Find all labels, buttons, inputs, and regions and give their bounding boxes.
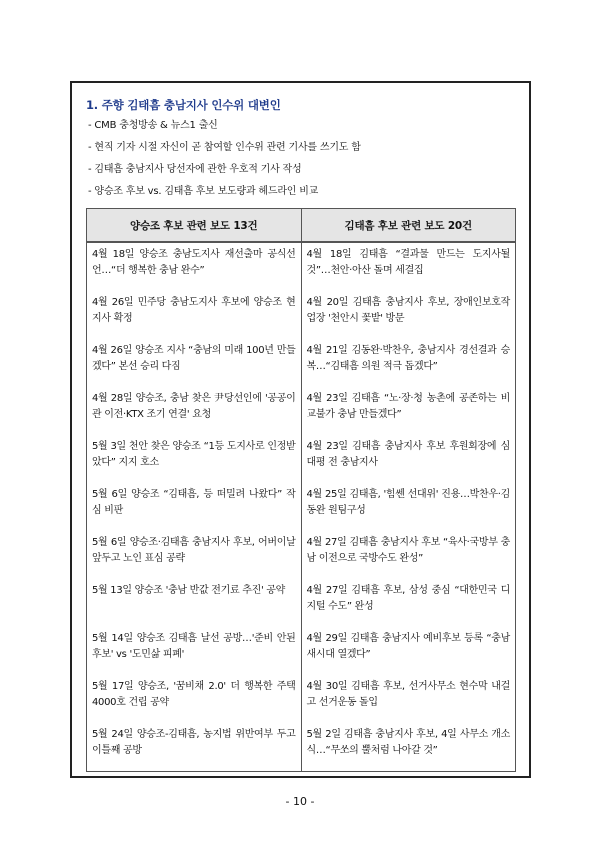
table-header-row	[87, 209, 516, 243]
bullet-item: - 김태흠 충남지사 당선자에 관한 우호적 기사 작성	[88, 164, 302, 175]
table-cell: 5월 6일 양승조 “김태흠, 등 떠밀려 나왔다” 작심 비판	[87, 483, 302, 531]
table-cell: 4월 18일 김태흠 “결과물 만드는 도지사될 것”…천안·아산 돌며 세결집	[301, 242, 516, 291]
table-row	[87, 435, 516, 483]
table-cell: 5월 6일 양승조·김태흠 충남지사 후보, 어버이날 앞두고 노인 표심 공략	[87, 531, 302, 579]
column-header-yang: 양승조 후보 관련 보도 13건	[87, 209, 302, 243]
table-cell: 4월 28일 양승조, 충남 찾은 尹당선인에 '공공이관 이전·KTX 조기 연결' 요청	[87, 387, 302, 435]
table-cell: 4월 27일 김태흠 후보, 삼성 중심 “대한민국 디지털 수도” 완성	[301, 579, 516, 627]
bullet-item: - CMB 충청방송 & 뉴스1 출신	[88, 120, 218, 131]
comparison-table	[86, 208, 516, 772]
table-row	[87, 242, 516, 291]
table-row	[87, 627, 516, 675]
table-cell: 4월 27일 김태흠 충남지사 후보 “육사·국방부 충남 이전으로 국방수도 완성”	[301, 531, 516, 579]
page-number: - 10 -	[285, 795, 315, 808]
table-cell: 4월 26일 양승조 지사 “충남의 미래 100년 만들겠다” 본선 승리 다짐	[87, 339, 302, 387]
table-cell: 4월 21일 김동완·박찬우, 충남지사 경선결과 승복…“김태흠 의원 적극 돕겠다”	[301, 339, 516, 387]
table-row	[87, 339, 516, 387]
table-cell: 4월 18일 양승조 충남도지사 재선출마 공식선언…“더 행복한 충남 완수”	[87, 242, 302, 291]
table-cell: 4월 30일 김태흠 후보, 선거사무소 현수막 내걸고 선거운동 돌입	[301, 675, 516, 723]
bullet-item: - 현직 기자 시절 자신이 곧 참여할 인수위 관련 기사를 쓰기도 함	[88, 142, 361, 153]
table-row	[87, 579, 516, 627]
table-row	[87, 291, 516, 339]
table-row	[87, 675, 516, 723]
table-cell: 5월 17일 양승조, '꿈비채 2.0' 더 행복한 주택 4000호 건립 공약	[87, 675, 302, 723]
table-cell: 5월 13일 양승조 '충남 반값 전기료 추진' 공약	[87, 579, 302, 627]
table-cell: 4월 23일 김태흠 “노·장·청 농촌에 공존하는 비교불가 충남 만들겠다”	[301, 387, 516, 435]
table-cell: 4월 26일 민주당 충남도지사 후보에 양승조 현 지사 확정	[87, 291, 302, 339]
table-cell: 4월 20일 김태흠 충남지사 후보, 장애인보호작업장 '천안시 꽃밭' 방문	[301, 291, 516, 339]
column-header-kim: 김태흠 후보 관련 보도 20건	[301, 209, 516, 243]
table-cell: 5월 14일 양승조 김태흠 날선 공방…'준비 안된 후보' vs '도민삶 피폐'	[87, 627, 302, 675]
bullet-list	[88, 117, 361, 205]
table-row	[87, 531, 516, 579]
table-row	[87, 483, 516, 531]
bullet-item: - 양승조 후보 vs. 김태흠 후보 보도량과 헤드라인 비교	[88, 186, 319, 197]
section-title: 1. 주향 김태흠 충남지사 인수위 대변인	[86, 98, 281, 112]
table-cell: 5월 24일 양승조-김태흠, 농지법 위반여부 두고 이틀째 공방	[87, 723, 302, 772]
table-row	[87, 387, 516, 435]
table-cell: 5월 2일 김태흠 충남지사 후보, 4일 사무소 개소식…“무쏘의 뿔처럼 나아갈 것”	[301, 723, 516, 772]
table-cell: 4월 29일 김태흠 충남지사 예비후보 등록 “충남 새시대 열겠다”	[301, 627, 516, 675]
table-row	[87, 723, 516, 772]
table-cell: 4월 25일 김태흠, '힘쎈 선대위' 진용…박찬우·김동완 원팀구성	[301, 483, 516, 531]
table-cell: 4월 23일 김태흠 충남지사 후보 후원회장에 심대평 전 충남지사	[301, 435, 516, 483]
table-cell: 5월 3일 천안 찾은 양승조 “1등 도지사로 인정받았다” 지지 호소	[87, 435, 302, 483]
